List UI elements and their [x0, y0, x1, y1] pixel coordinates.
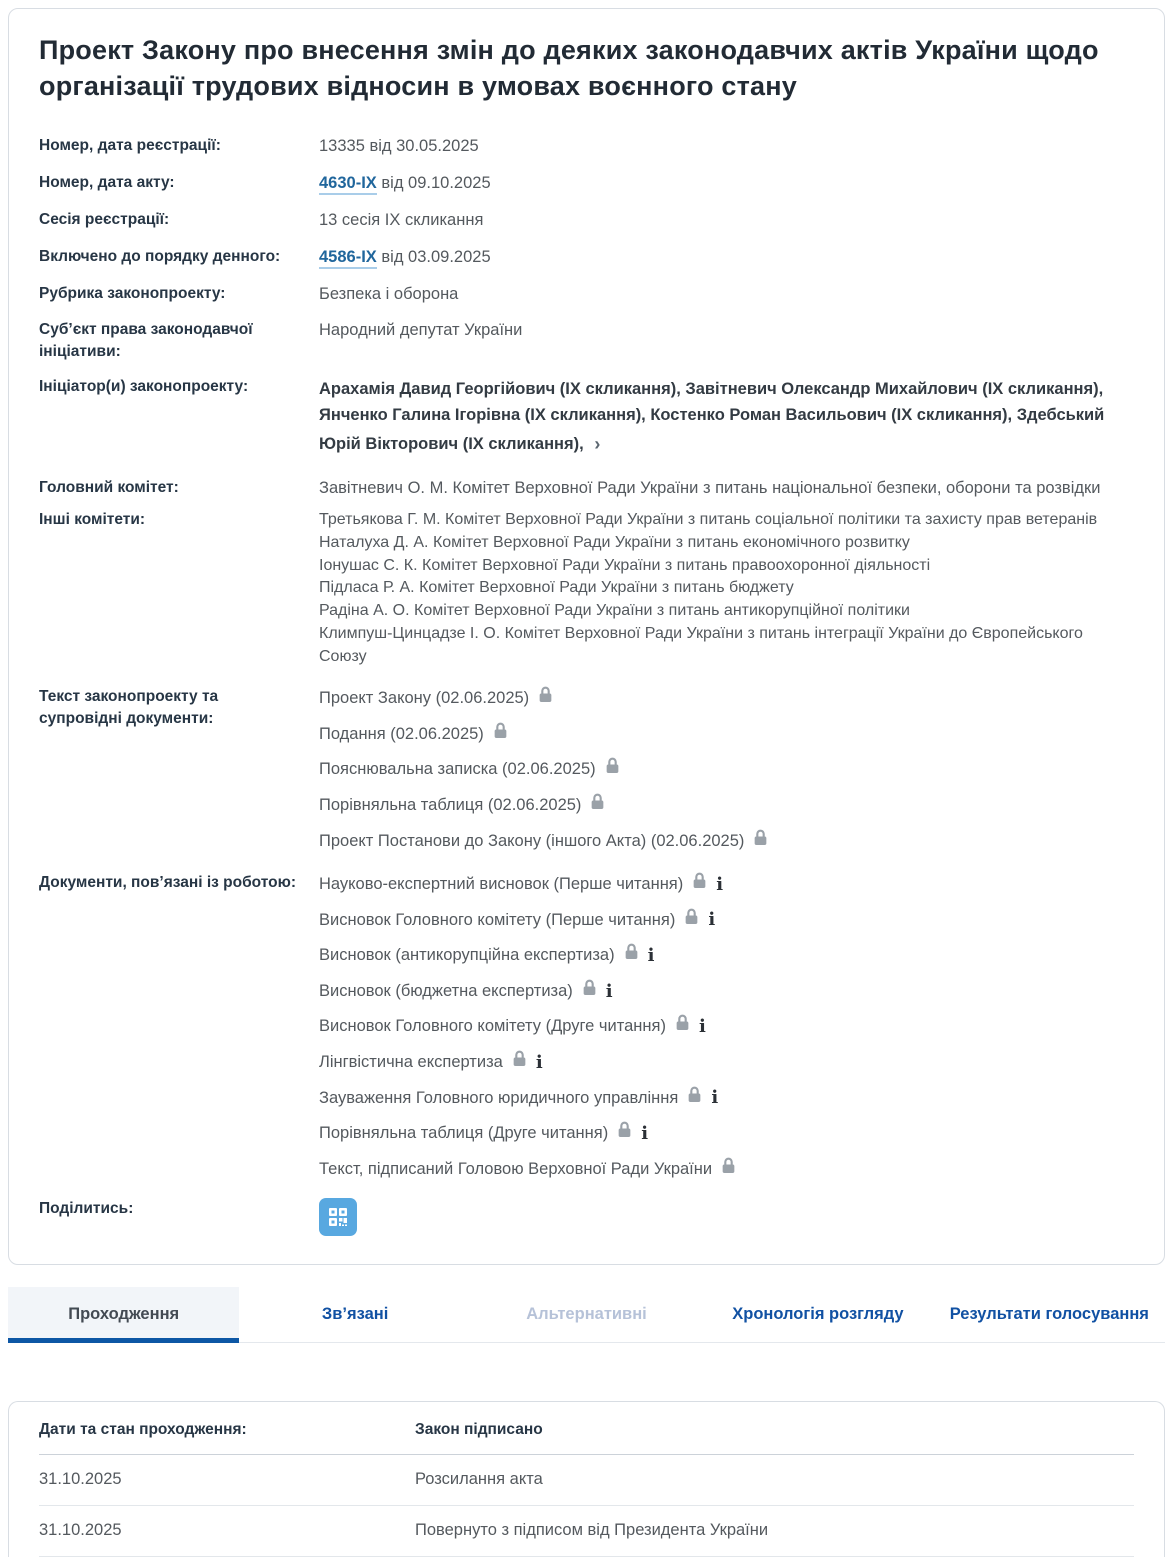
progress-table-card: [8, 1401, 1165, 1557]
lock-icon[interactable]: [721, 1157, 736, 1183]
lock-icon[interactable]: [512, 1050, 527, 1076]
table-header-row: [39, 1402, 1134, 1455]
field-value: 13335 від 30.05.2025: [319, 136, 479, 155]
info-icon[interactable]: i: [698, 1016, 706, 1038]
field-value: Безпека і оборона: [319, 284, 459, 303]
field-label: Номер, дата акту:: [39, 173, 175, 191]
document-item[interactable]: [319, 1050, 736, 1076]
share-qr-button[interactable]: [319, 1198, 357, 1236]
lock-icon[interactable]: [687, 1086, 702, 1112]
document-item[interactable]: [319, 943, 736, 969]
field-label: Інші комітети:: [39, 511, 146, 529]
lock-icon[interactable]: [538, 686, 553, 712]
document-item[interactable]: [319, 1121, 736, 1147]
field-label: Суб’єкт права законодавчої ініціативи:: [39, 321, 253, 361]
field-label: Рубрика законопроекту:: [39, 284, 226, 302]
act-date: від 09.10.2025: [381, 173, 491, 192]
document-title[interactable]: Висновок Головного комітету (Перше читання): [319, 910, 676, 929]
tab-rezultaty-holosuvannia[interactable]: [934, 1287, 1165, 1342]
document-title[interactable]: Подання (02.06.2025): [319, 724, 484, 743]
document-item[interactable]: [319, 908, 736, 934]
tab-prokhodzhennia[interactable]: [8, 1287, 239, 1342]
committee-item: Климпуш-Цинцадзе І. О. Комітет Верховної Ради України з питань інтеграції України до Європейського Союзу: [319, 624, 1083, 665]
field-rubric: [39, 283, 1134, 307]
field-label: Номер, дата реєстрації:: [39, 136, 221, 154]
lock-icon[interactable]: [624, 943, 639, 969]
info-icon[interactable]: i: [711, 1087, 719, 1109]
lock-icon[interactable]: [617, 1121, 632, 1147]
tab-khronolohiia[interactable]: [702, 1287, 933, 1342]
field-initiators: [39, 376, 1134, 458]
agenda-number-link[interactable]: 4586-ІХ: [319, 248, 377, 269]
tab-label: Хронологія розгляду: [732, 1305, 904, 1324]
chevron-right-icon[interactable]: ›: [594, 433, 601, 454]
row-date: 31.10.2025: [39, 1521, 122, 1540]
document-item[interactable]: [319, 1014, 736, 1040]
document-item[interactable]: [319, 872, 736, 898]
document-title[interactable]: Лінгвістична експертиза: [319, 1052, 503, 1071]
tab-label: Альтернативні: [526, 1305, 647, 1324]
info-icon[interactable]: i: [535, 1051, 543, 1073]
field-share: [39, 1198, 1134, 1236]
bill-info-card: [8, 8, 1165, 1265]
document-title[interactable]: Проект Закону (02.06.2025): [319, 689, 530, 708]
agenda-date: від 03.09.2025: [381, 247, 491, 266]
document-title[interactable]: Порівняльна таблиця (02.06.2025): [319, 796, 582, 815]
field-subject: [39, 319, 1134, 362]
committee-item: Наталуха Д. А. Комітет Верховної Ради України з питань економічного розвитку: [319, 534, 910, 552]
initiators-list: Арахамія Давид Георгійович (ІХ скликання), Завітневич Олександр Михайлович (ІХ скликання), Янченко Галина Ігорівна (ІХ скликання), Костенко Роман Васильович (ІХ скликання), Здебський Юрій Вікторович (ІХ скликання),: [319, 379, 1105, 453]
info-icon[interactable]: i: [716, 873, 724, 895]
lock-icon[interactable]: [692, 872, 707, 898]
document-title[interactable]: Висновок Головного комітету (Друге читання): [319, 1017, 666, 1036]
document-item[interactable]: [319, 1157, 736, 1183]
field-documents: [39, 686, 1134, 854]
document-item[interactable]: [319, 829, 768, 855]
table-row: [39, 1455, 1134, 1506]
lock-icon[interactable]: [590, 793, 605, 819]
field-value: 13 сесія ІХ скликання: [319, 210, 484, 229]
field-main-committee: [39, 477, 1134, 501]
lock-icon[interactable]: [582, 979, 597, 1005]
field-label: Поділитись:: [39, 1200, 134, 1218]
tab-label: Проходження: [68, 1305, 180, 1324]
document-item[interactable]: [319, 1086, 736, 1112]
field-label: Документи, пов’язані із роботою:: [39, 874, 297, 892]
tab-label: Результати голосування: [949, 1305, 1149, 1324]
lock-icon[interactable]: [675, 1014, 690, 1040]
document-title[interactable]: Висновок (бюджетна експертиза): [319, 981, 573, 1000]
row-status: Повернуто з підписом від Президента України: [415, 1521, 769, 1540]
table-row: [39, 1506, 1134, 1557]
page-title: Проект Закону про внесення змін до деяких законодавчих актів України щодо організації трудових відносин в умовах воєнного стану: [39, 35, 1099, 101]
lock-icon[interactable]: [753, 829, 768, 855]
lock-icon[interactable]: [684, 908, 699, 934]
row-date: 31.10.2025: [39, 1470, 122, 1489]
info-icon[interactable]: i: [641, 1122, 649, 1144]
field-label: Текст законопроекту та супровідні документи:: [39, 688, 219, 728]
info-icon[interactable]: i: [708, 909, 716, 931]
lock-icon[interactable]: [605, 757, 620, 783]
committee-item: Іонушас С. К. Комітет Верховної Ради України з питань правоохоронної діяльності: [319, 556, 931, 574]
qr-code-icon: [326, 1205, 350, 1229]
document-item[interactable]: [319, 979, 736, 1005]
document-title[interactable]: Висновок (антикорупційна експертиза): [319, 946, 615, 965]
tab-alternatyvni[interactable]: [471, 1287, 702, 1342]
document-title[interactable]: Науково-експертний висновок (Перше читання): [319, 875, 684, 894]
field-label: Головний комітет:: [39, 479, 179, 497]
document-item[interactable]: [319, 722, 768, 748]
field-value: Народний депутат України: [319, 321, 523, 340]
field-work-documents: [39, 872, 1134, 1182]
document-title[interactable]: Пояснювальна записка (02.06.2025): [319, 760, 596, 779]
field-label: Сесія реєстрації:: [39, 210, 170, 228]
table-header-status: Закон підписано: [415, 1421, 543, 1439]
document-title[interactable]: Порівняльна таблиця (Друге читання): [319, 1124, 609, 1143]
document-title[interactable]: Текст, підписаний Головою Верховної Ради України: [319, 1159, 713, 1178]
committee-item: Підласа Р. А. Комітет Верховної Ради України з питань бюджету: [319, 579, 794, 597]
main-committee-value: Завітневич О. М. Комітет Верховної Ради України з питань національної безпеки, оборони та розвідки: [319, 479, 1101, 498]
document-item[interactable]: [319, 757, 768, 783]
act-number-link[interactable]: 4630-ІХ: [319, 174, 377, 195]
row-status: Розсилання акта: [415, 1470, 543, 1489]
bill-tabs: [8, 1287, 1165, 1343]
tab-zviazani[interactable]: [239, 1287, 470, 1342]
field-other-committees: [39, 509, 1134, 668]
field-agenda: [39, 246, 1134, 270]
field-label: Ініціатор(и) законопроекту:: [39, 377, 249, 395]
info-icon[interactable]: i: [647, 945, 655, 967]
tab-label: Зв’язані: [321, 1305, 389, 1324]
document-title[interactable]: Зауваження Головного юридичного управління: [319, 1088, 679, 1107]
committee-item: Радіна А. О. Комітет Верховної Ради України з питань антикорупційної політики: [319, 602, 910, 620]
info-icon[interactable]: i: [605, 980, 613, 1002]
field-session: [39, 209, 1134, 233]
table-header-dates: Дати та стан проходження:: [39, 1421, 247, 1439]
document-item[interactable]: [319, 686, 768, 712]
field-act-number: [39, 172, 1134, 196]
committee-item: Третьякова Г. М. Комітет Верховної Ради України з питань соціальної політики та захисту прав ветеранів: [319, 511, 1098, 529]
document-title[interactable]: Проект Постанови до Закону (іншого Акта) (02.06.2025): [319, 831, 745, 850]
field-label: Включено до порядку денного:: [39, 247, 281, 265]
lock-icon[interactable]: [493, 722, 508, 748]
field-registration: [39, 135, 1134, 159]
document-item[interactable]: [319, 793, 768, 819]
